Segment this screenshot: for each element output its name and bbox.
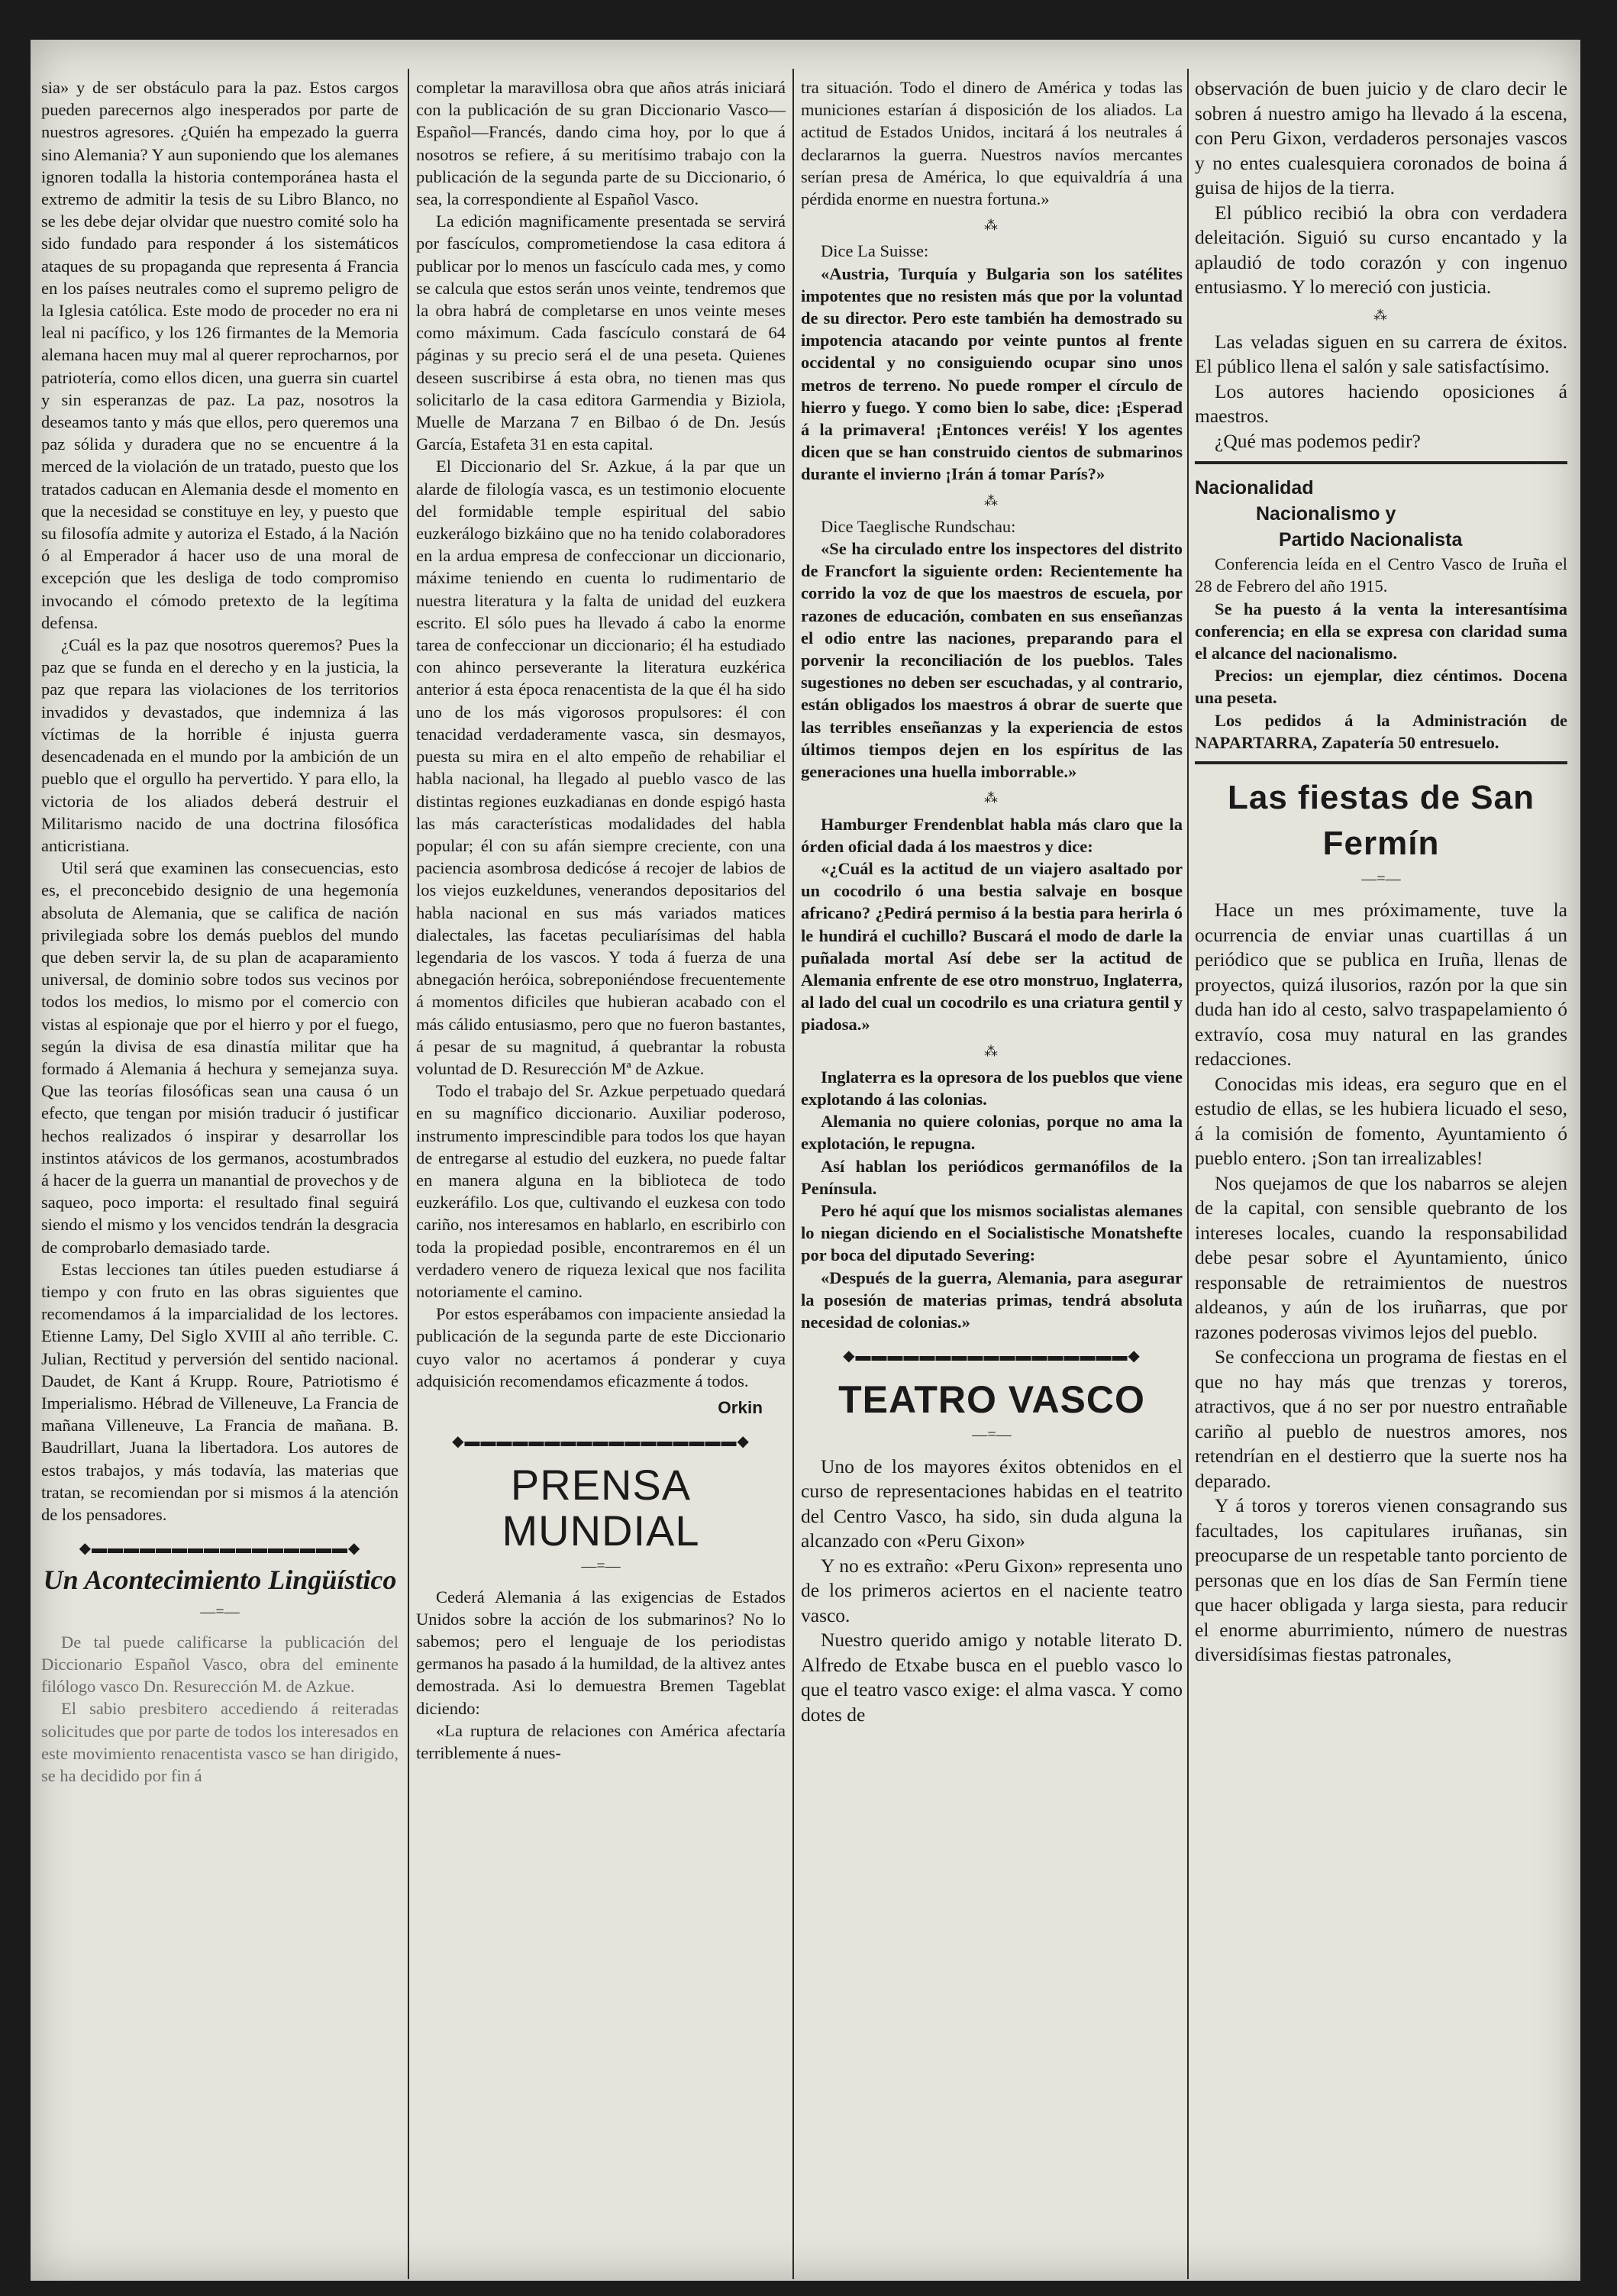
article-paragraph: Conocidas mis ideas, era seguro que en el estudio de ellas, se les hubiera licuado el seso, á la comisión de fomento, Ayuntamiento ó pueblo entero. ¡Son tan irrealizables! (1195, 1072, 1567, 1170)
ornament-divider: ◆▬▬▬▬▬▬▬▬▬▬▬▬▬▬▬▬▬◆ (452, 1433, 750, 1451)
article-paragraph: sia» y de ser obstáculo para la paz. Estos cargos pueden parecernos algo inesperados por parte de nuestros agresores. ¿Quién ha empezado la guerra sino Alemania? Y aun suponiendo que los alemanes ignoren todalla la historia contemporánea hasta el extremo de admitir la tesis de su Libro Blanco, no se les debe dejar olvidar que nuestro comité solo ha sido fundado para responder á los sistemáticos ataques de su propaganda que representa á Francia en los países neutrales como el supremo peligro de la Iglesia católica. Este modo de proceder no era ni leal ni pacífico, y los 126 firmantes de la Memoria alemana hacen muy mal al querer reprocharnos, por patriotería, como ellos dicen, una guerra sin cuartel y sin esperanzas de paz. La paz, nosotros la deseamos tanto y más que ellos, pero queremos una paz sólida y duradera que no se encuentre á la merced de la violación de un tratado, puesto que los tratados caducan en Alemania desde el momento en que la necesidad se constituye en ley, y puesto que su filosofía admite y autoriza el Estado, á la Nación ó al Emperador á hacer uso de una moral de excepción que les desliga de todo compromiso invocando el cómodo pretexto de la legítima defensa. (41, 78, 399, 632)
stars-separator: ⁂ (984, 218, 999, 234)
section-heading: TEATRO VASCO (838, 1378, 1145, 1422)
article-paragraph: Hamburger Frendenblat habla más claro que la órden oficial dada á los maestros y dice: (801, 814, 1183, 856)
ornament-divider: ◆▬▬▬▬▬▬▬▬▬▬▬▬▬▬▬▬◆ (79, 1540, 361, 1558)
article-paragraph: Nuestro querido amigo y notable literato D. Alfredo de Etxabe busca en el pueblo vasco lo que el teatro vasco exige: el alma vasca. Y como dotes de (801, 1629, 1183, 1726)
article-paragraph: Dice La Suisse: (821, 241, 929, 261)
column-2 (416, 76, 786, 1764)
article-paragraph: Los autores haciendo oposiciones á maestros. (1195, 379, 1567, 428)
short-divider: —=— (972, 1426, 1012, 1444)
article-paragraph: Alemania no quiere colonias, porque no ama la explotación, le repugna. (801, 1112, 1183, 1154)
stars-separator: ⁂ (984, 1043, 999, 1059)
article-paragraph: Y á toros y toreros vienen consagrando sus facultades, los capitulares iruñanas, sin preocuparse de un respetable tanto porciento de personas que en los días de San Fermín tiene que hacer obligada y larga siesta, para reducir el enorme aburrimiento, número de nuestras diversidísimas fiestas patronales, (1195, 1494, 1567, 1666)
section-heading: Un Acontecimiento Lingüístico (43, 1565, 397, 1596)
article-paragraph: Nos quejamos de que los nabarros se alejen de la capital, con sensible quebranto de los intereses locales, cuando la responsabilidad debe pesar sobre el Ayuntamiento, único responsable de retraimientos de nuestros aldeanos, y aún de los iruñarras, que por razones poderosas vivimos lejos del pueblo. (1195, 1171, 1567, 1343)
article-paragraph: observación de buen juicio y de claro decir le sobren á nuestro amigo ha llevado á la escena, con Peru Gixon, verdaderos personajes vascos y no entes cualesquiera coronados de boina á guisa de hijos de la tierra. (1195, 77, 1567, 199)
short-divider: —=— (1361, 870, 1401, 888)
column-3 (801, 76, 1183, 1727)
article-paragraph: completar la maravillosa obra que años atrás iniciará con la publicación de su gran Diccionario Vasco—Español—Francés, dando cima hoy, por lo que á nosotros se refiere, á su meritísimo trabajo con la publicación de la segunda parte de su Diccionario, ó sea, la correspondiente al Español Vasco. (416, 78, 786, 209)
ad-heading: Partido Nacionalista (1279, 529, 1463, 551)
article-paragraph: Dice Taeglische Rundschau: (821, 516, 1016, 536)
article-paragraph: Se confecciona un programa de fiestas en el que no hay más que trenzas y toreros, atractivos, que á no ser por nuestro entrañable cariño al pueblo de nuestros amores, nos retendrían en el destierro que la suerte nos ha deparado. (1195, 1345, 1567, 1492)
article-paragraph: El sabio presbitero accediendo á reiteradas solicitudes que por parte de todos los interesados en este movimiento renacentista vasco se han dirigido, se ha decidido por fin á (41, 1699, 399, 1786)
article-paragraph: ¿Qué mas podemos pedir? (1215, 429, 1421, 452)
article-paragraph: El Diccionario del Sr. Azkue, á la par que un alarde de filología vasca, es un testimonio elocuente del formidable temple espiritual del sabio euzkerálogo bizkáino que no ha tenido colaboradores en la ardua empresa de confeccionar un diccionario, máxime teniendo en cuenta lo rudimentario de nuestra literatura y la falta de unidad del euzkera escrito. El sólo pues ha llevado á cabo la enorme tarea de confeccionar un diccionario; él ha estudiado con ahinco perseverante la literatura euzkérica anterior á esta época renacentista de la que él ha sido uno de los más vigorosos propulsores: él con tenacidad verdaderamente vasca, sin desmayos, puesta su mira en el alto empeño de rehabiliar el habla nacional, ha llegado al pueblo vasco de las distintas regiones euzkadianas en donde espigó hasta las más características modalidades del habla popular; él con su afán siempre creciente, con una paciencia asombrosa dedicóse á recojer de labios de los viejos euzkeldunes, venerandos depositarios del habla nacional en sus más variados matices dialectales, las facetas peculiarísimas del habla legendaria de los vascos. Y toda á fuerza de una abnegación heróica, sobreponiéndose frecuentemente á momentos dificiles que hubieran acabado con el más cálido entusiasmo, pero que no fueron bastantes, á pesar de su magnitud, á quebrantar la robusta voluntad de D. Resurección Mª de Azkue. (416, 457, 786, 1078)
short-divider: —=— (581, 1558, 621, 1575)
article-paragraph: Así hablan los periódicos germanófilos de la Península. (801, 1156, 1183, 1198)
newspaper-page (31, 40, 1580, 2281)
article-paragraph: «¿Cuál es la actitud de un viajero asaltado por un cocodrilo ó una bestia salvaje en bosque africano? ¿Pedirá permiso á la bestia para herirla ó le hundirá el cuchillo? Buscará el modo de darle la puñalada mortal Así debe ser la actitud de Alemania enfrente de ese otro monstruo, Inglaterra, al lado del cual un cocodrilo es una criatura gentil y piadosa.» (801, 858, 1183, 1035)
column-rule (408, 69, 409, 2279)
article-paragraph: ¿Cuál es la paz que nosotros queremos? Pues la paz que se funda en el derecho y en la justicia, la paz que repara las violaciones de los territorios invadidos y devastados, que indemniza á las víctimas de la horrible é injusta guerra desencadenada en el mundo por la ambición de un pueblo que el orgullo ha pervertido. Y para ello, la victoria de los aliados deberá destruir el Militarismo nacido de una doctrina filosófica anticristiana. (41, 635, 399, 855)
ad-heading: Nacionalismo y (1256, 503, 1396, 525)
article-paragraph: «Se ha circulado entre los inspectores del distrito de Francfort la siguiente orden: Recientemente ha corrido la voz de que los maestros de escuela, por razones de educación, combaten en sus enseñanzas el odio entre las naciones, preparando para el porvenir la reconciliación de los pueblos. Tales sugestiones no deben ser escuchadas, y al contrario, están obligados los maestros á obrar de suerte que las terribles enseñanzas y la experiencia de estos últimos tiempos dejen en los espíritus de las generaciones una huella imborrable.» (801, 539, 1183, 782)
article-paragraph: «Austria, Turquía y Bulgaria son los satélites impotentes que no resisten más que por la voluntad de su director. Pero este también ha demostrado su impotencia atacando por veinte puntos al frente occidental y no consiguiendo ocupar sino unos metros de terreno. No puede romper el círculo de hierro y fuego. Y como bien lo sabe, dice: ¡Esperad á la primavera! ¡Entonces veréis! Y los agentes dicen que se han construido cientos de submarinos durante el invierno ¡Irán á tomar París?» (801, 263, 1183, 484)
article-paragraph: Por estos esperábamos con impaciente ansiedad la publicación de la segunda parte de este Diccionario cuyo valor no acertamos á ponderar y cuya adquisición recomendamos eficazmente á todos. (416, 1304, 786, 1390)
stars-separator: ⁂ (984, 790, 999, 806)
article-paragraph: «Después de la guerra, Alemania, para asegurar la posesión de materias primas, tendrá absoluta necesidad de colonias.» (801, 1267, 1183, 1332)
ad-heading: Nacionalidad (1195, 477, 1314, 499)
ad-paragraph: Precios: un ejemplar, diez céntimos. Docena una peseta. (1195, 666, 1567, 708)
article-paragraph: Las veladas siguen en su carrera de éxitos. El público llena el salón y sale satisfactísimo. (1195, 330, 1567, 378)
stars-separator: ⁂ (984, 492, 999, 509)
column-rule (792, 69, 794, 2279)
article-paragraph: Uno de los mayores éxitos obtenidos en el curso de representaciones habidas en el teatrito del Centro Vasco, ha sido, sin duda alguna la alcanzado con «Peru Gixon» (801, 1455, 1183, 1552)
column-4 (1195, 76, 1567, 1668)
article-paragraph: Y no es extraño: «Peru Gixon» representa uno de los primeros aciertos en el naciente teatro vasco. (801, 1554, 1183, 1626)
short-divider: —=— (200, 1603, 240, 1620)
section-heading: PRENSA MUNDIAL (502, 1461, 700, 1555)
article-paragraph: Estas lecciones tan útiles pueden estudiarse á tiempo y con fruto en las obras siguientes que recomendamos á la imparcialidad de los lectores. Etienne Lamy, Del Siglo XVIII al año terrible. C. Julian, Rectitud y perversión del sentido nacional. Daudet, de Kant á Krupp. Roure, Patriotismo é Imperialismo. Hébrad de Villeneuve, La Francia de mañana Villeneuve, La Francia de mañana. B. Baudrillart, Juana la libertadora. Los autores de estos trabajos, y más todavía, las materias que tratan, se recomiendan por si mismos á la atención de los pensadores. (41, 1259, 399, 1524)
ad-paragraph: Conferencia leída en el Centro Vasco de Iruña el 28 de Febrero del año 1915. (1195, 554, 1567, 596)
section-rule (1195, 761, 1567, 764)
section-heading: Las fiestas de San Fermín (1228, 779, 1535, 863)
section-rule (1195, 461, 1567, 464)
article-paragraph: Inglaterra es la opresora de los pueblos que viene explotando á las colonias. (801, 1067, 1183, 1109)
article-paragraph: «La ruptura de relaciones con América afectaría terriblemente á nues- (416, 1720, 786, 1763)
article-paragraph: Util será que examinen las consecuencias, esto es, el preconcebido designio de una hegemonía absoluta de Alemania, que se califica de nación privilegiada sobre los demás pueblos del mundo que deben servir la, de su plan de acaparamiento universal, de dominio sobre todos sus vecinos por todos los medios, lo mismo por el comercio con vistas al espionaje que por el hierro y por el fuego, según la divisa de esa dinastía militar que ha formado á Alemania á hechura y semejanza suya. Que las teorías filosóficas sean una causa ó un efecto, que tengan por misión traducir ó justificar hechos realizados ó inspirar y desarrollar los instintos atávicos de los germanos, acostumbrados á hacer de la guerra un manantial de provechos y de saqueo, poco importa: el resultado final seguirá siendo el mismo y los vencidos tendrán la desgracia de comprobarlo demasiado tarde. (41, 858, 399, 1257)
article-paragraph: Pero hé aquí que los mismos socialistas alemanes lo niegan diciendo en el Socialistische Monatshefte por boca del diputado Severing: (801, 1200, 1183, 1265)
ornament-divider: ◆▬▬▬▬▬▬▬▬▬▬▬▬▬▬▬▬▬◆ (843, 1348, 1141, 1365)
article-paragraph: tra situación. Todo el dinero de América y todas las municiones estarían á disposición de los aliados. La actitud de Estados Unidos, incitará á los neutrales á declararnos la guerra. Nuestros navíos mercantes serían presa de América, lo que equivaldría á una pérdida enorme en nuestra fortuna.» (801, 78, 1183, 209)
ad-paragraph: Los pedidos á la Administración de NAPARTARRA, Zapatería 50 entresuelo. (1195, 710, 1567, 752)
article-paragraph: Cederá Alemania á las exigencias de Estados Unidos sobre la acción de los submarinos? No lo sabemos; pero el lenguaje de los periodistas germanos ha pasado á la humildad, de la altivez antes demostrada. Asi lo demuestra Bremen Tageblat diciendo: (416, 1587, 786, 1718)
article-paragraph: Hace un mes próximamente, tuve la ocurrencia de enviar unas cuartillas á un periódico que se publica en Iruña, llenas de proyectos, quizá ilusorios, razón por la que sin duda han ido al cesto, salvo traspapelamiento ó extravío, cosa muy natural en las grandes redacciones. (1195, 899, 1567, 1070)
column-1 (41, 76, 399, 1787)
article-paragraph: El público recibió la obra con verdadera deleitación. Siguió su curso encantado y la aplaudió de todo corazón y con ingenuo entusiasmo. Y lo mereció con justicia. (1195, 201, 1567, 298)
article-signature: Orkin (718, 1397, 763, 1417)
column-rule (1187, 69, 1189, 2279)
article-paragraph: Todo el trabajo del Sr. Azkue perpetuado quedará en su magnífico diccionario. Auxiliar poderoso, instrumento imprescindible para todos los que hayan de entregarse al estudio del euzkera, no puede faltar en manera alguna en la biblioteca de todo euzkeráfilo. Los que, cultivando el euzkesa con todo cariño, nos interesamos en hablarlo, en escribirlo con toda la propiedad posible, encontraremos en él un verdadero venero de riqueza lexical que nos facilita notoriamente el camino. (416, 1081, 786, 1301)
article-paragraph: La edición magnificamente presentada se servirá por fascículos, comprometiendose la casa editora á publicar por lo menos un fascículo cada mes, y como se calcula que estos serán unos veinte, tendremos que la obra habrá de completarse en unos veinte meses como máximum. Cada fascículo constará de 64 páginas y su precio será el de una peseta. Quienes deseen suscribirse á esta obra, no tienen mas qus solicitarlo de la casa editora Garmendia y Biziola, Muelle de Marzana 7 en Bilbao ó de Dn. Jesús García, Estafeta 31 en esta capital. (416, 212, 786, 454)
article-paragraph: De tal puede calificarse la publicación del Diccionario Español Vasco, obra del eminente filólogo vasco Dn. Resurección M. de Azkue. (41, 1632, 399, 1697)
stars-separator: ⁂ (1373, 307, 1389, 323)
ad-paragraph: Se ha puesto á la venta la interesantísima conferencia; en ella se expresa con claridad suma el alcance del nacionalismo. (1195, 599, 1567, 664)
